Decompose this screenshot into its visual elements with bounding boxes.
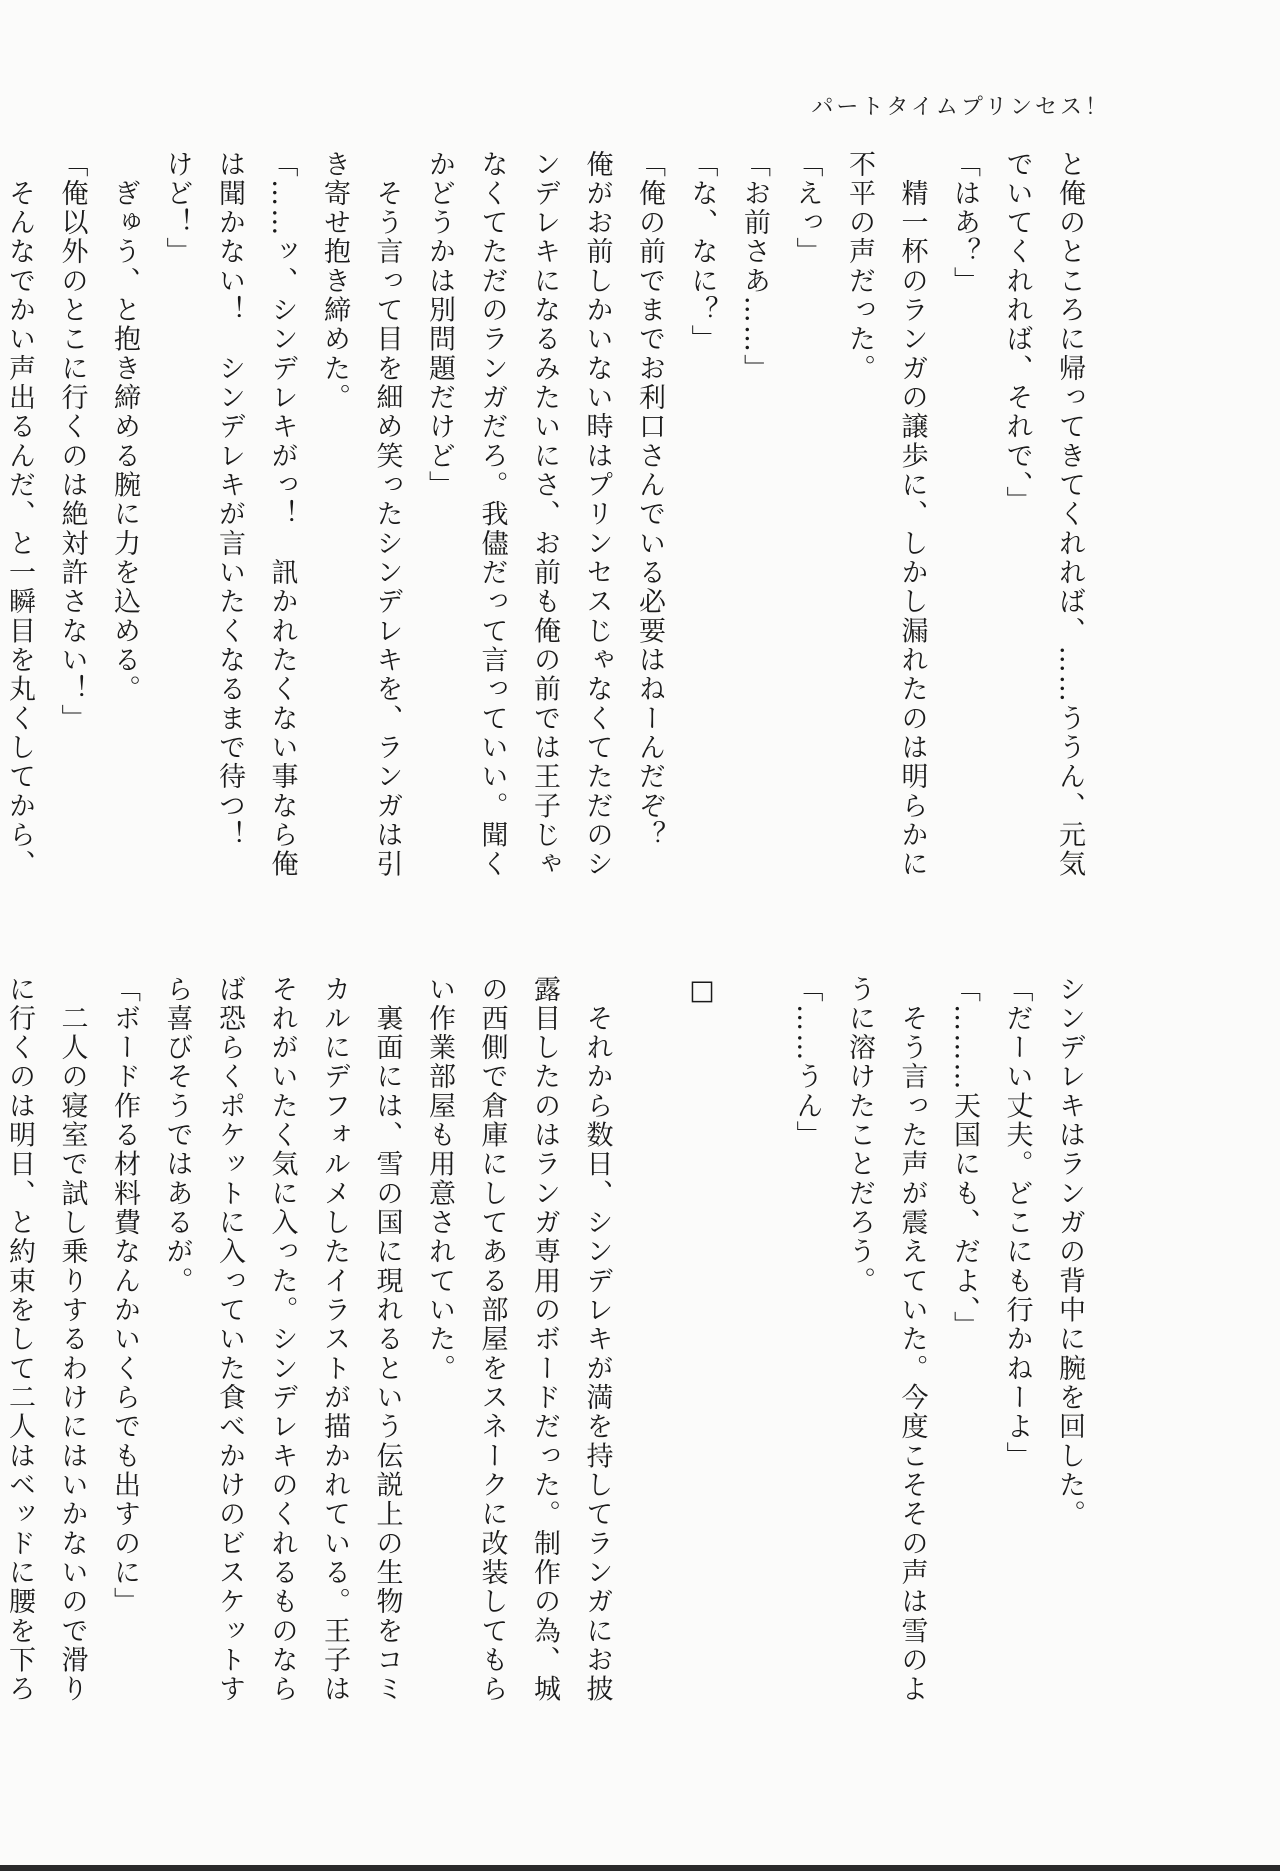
text-line: シンデレキはランガの背中に腕を回した。 [1054,975,1085,1530]
text-line: 「だーい丈夫。どこにも行かねーよ」 [1001,975,1033,1471]
section-break-mark: □ [686,975,718,1009]
text-line: 「俺以外のとこに行くのは絶対許さない！」 [56,150,88,734]
text-line: 「はあ？」 [949,150,980,296]
text-line: そんなでかい声出るんだ、と一瞬目を丸くしてから、 [4,150,35,879]
text-line: かどうかは別問題だけど」 [424,150,455,500]
text-line: でいてくれれば、それで、」 [1001,150,1033,516]
text-line: そう言って目を細め笑ったシンデレキを、ランガは引 [371,150,403,879]
upper-text-block [4,150,1095,930]
text-line: 俺がお前しかいない時はプリンセスじゃなくてただのシ [581,150,613,879]
text-line: 「……ッ、シンデレキがっ！ 訊かれたくない事なら俺 [266,150,298,879]
text-line: は聞かない！ シンデレキが言いたくなるまで待つ！ [214,150,245,850]
text-line: 「な、なに？」 [686,150,718,355]
lower-text-block [4,975,1095,1755]
page-bottom-edge [0,1865,1280,1871]
text-line: 「えっ」 [791,150,823,267]
text-line: 「……うん」 [791,975,823,1150]
text-line: ら喜びそうではあるが。 [161,975,193,1296]
text-line: ぎゅう、と抱き締める腕に力を込める。 [109,150,140,705]
text-line: 「お前さあ……」 [739,150,770,384]
text-line: に行くのは明日、と約束をして二人はベッドに腰を下ろ [4,975,35,1704]
text-line: けど！」 [161,150,193,267]
text-line: き寄せ抱き締めた。 [319,150,350,413]
text-line: 「………天国にも、だよ、」 [949,975,980,1341]
text-line: 裏面には、雪の国に現れるという伝説上の生物をコミ [371,975,403,1704]
text-line: それがいたく気に入った。シンデレキのくれるものなら [266,975,298,1704]
text-line: 精一杯のランガの譲歩に、しかし漏れたのは明らかに [896,150,928,879]
text-line: カルにデフォルメしたイラストが描かれている。王子は [319,975,350,1704]
text-line: うに溶けたことだろう。 [844,975,875,1296]
text-line: なくてただのランガだろ。我儘だって言っていい。聞く [476,150,508,879]
text-line: の西側で倉庫にしてある部屋をスネークに改装してもら [476,975,508,1704]
text-line: ンデレキになるみたいにさ、お前も俺の前では王子じゃ [529,150,560,879]
text-line: 不平の声だった。 [844,150,875,384]
text-line: と俺のところに帰ってきてくれれば、……ううん、元気 [1054,150,1085,879]
text-line: 「ボード作る材料費なんかいくらでも出すのに」 [109,975,140,1617]
text-line: い作業部屋も用意されていた。 [424,975,455,1384]
text-line: そう言った声が震えていた。今度こそその声は雪のよ [896,975,928,1704]
text-line: 露目したのはランガ専用のボードだった。制作の為、城 [529,975,560,1704]
text-line: ば恐らくポケットに入っていた食べかけのビスケットす [214,975,245,1704]
running-header: パートタイムプリンセス！ [811,95,1110,120]
text-line: 「俺の前でまでお利口さんでいる必要はねーんだぞ？ [634,150,665,850]
text-line: 二人の寝室で試し乗りするわけにはいかないので滑り [56,975,88,1704]
text-line: それから数日、シンデレキが満を持してランガにお披 [581,975,613,1704]
